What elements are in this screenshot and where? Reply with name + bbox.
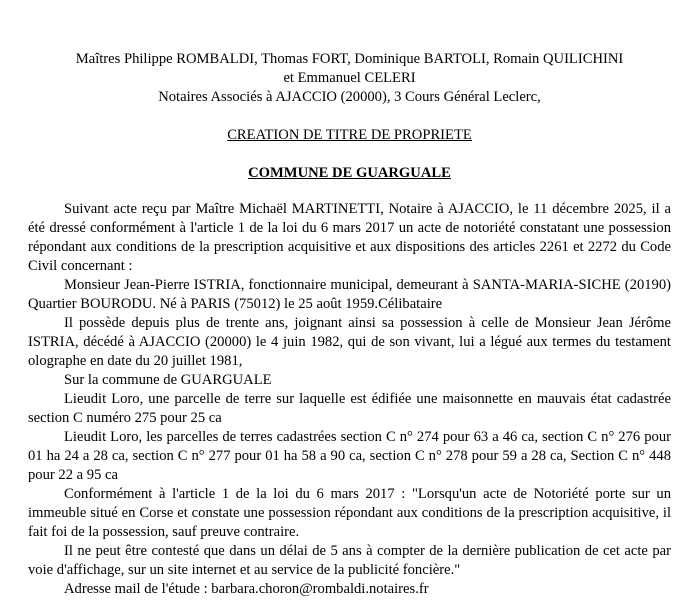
paragraph-acte-recu: Suivant acte reçu par Maître Michaël MARTINETTI, Notaire à AJACCIO, le 11 décembre 2025, il a été dressé conformément à l'article 1 de la loi du 6 mars 2017 un acte de notoriété constatant une possession répondant aux conditions de la prescription acquisitive et aux dispositions des articles 2261 et 2272 du Code Civil concernant : (28, 201, 671, 274)
paragraph-parcelles-cadastrees: Lieudit Loro, les parcelles de terres cadastrées section C n° 274 pour 63 a 46 ca, section C n° 276 pour 01 ha 24 a 28 ca, section C n° 277 pour 01 ha 58 a 90 ca, section C n° 278 pour 59 a 28 ca, Section C n° 448 pour 22 a 95 ca (28, 429, 671, 483)
paragraph-loi-2017: Conformément à l'article 1 de la loi du 6 mars 2017 : "Lorsqu'un acte de Notoriété porte sur un immeuble situé en Corse et constate une possession répondant aux conditions de la prescription acquisitive, il fait foi de la possession, sauf preuve contraire. (28, 486, 671, 540)
paragraph-commune: Sur la commune de GUARGUALE (64, 372, 272, 388)
document-title: CREATION DE TITRE DE PROPRIETE (227, 127, 472, 143)
paragraph-parcelle-maisonnette: Lieudit Loro, une parcelle de terre sur laquelle est édifiée une maisonnette en mauvais état cadastrée section C numéro 275 pour 25 ca (28, 391, 671, 426)
paragraph-possession: Il possède depuis plus de trente ans, joignant ainsi sa possession à celle de Monsieur Jean Jérôme ISTRIA, décédé à AJACCIO (20000) le 4 juin 1982, qui de son vivant, lui a légué aux termes du testament olographe en date du 20 juillet 1981, (28, 315, 671, 369)
paragraph-delai-contestation: Il ne peut être contesté que dans un délai de 5 ans à compter de la dernière publication de cet acte par voie d'affichage, sur un site internet et au service de la publicité foncière." (28, 543, 671, 578)
notary-address-line: Notaires Associés à AJACCIO (20000), 3 Cours Général Leclerc, (158, 89, 541, 105)
paragraph-beneficiaire: Monsieur Jean-Pierre ISTRIA, fonctionnaire municipal, demeurant à SANTA-MARIA-SICHE (20190) Quartier BOURODU. Né à PARIS (75012) le 25 août 1959.Célibataire (28, 277, 671, 312)
notary-header (28, 50, 671, 107)
commune-title: COMMUNE DE GUARGUALE (248, 165, 451, 181)
notary-names-line1: Maîtres Philippe ROMBALDI, Thomas FORT, Dominique BARTOLI, Romain QUILICHINI (75, 51, 624, 67)
paragraph-adresse-mail: Adresse mail de l'étude : barbara.choron@rombaldi.notaires.fr (64, 581, 429, 597)
document-body (28, 200, 671, 599)
notary-names-line2: et Emmanuel CELERI (283, 70, 416, 86)
